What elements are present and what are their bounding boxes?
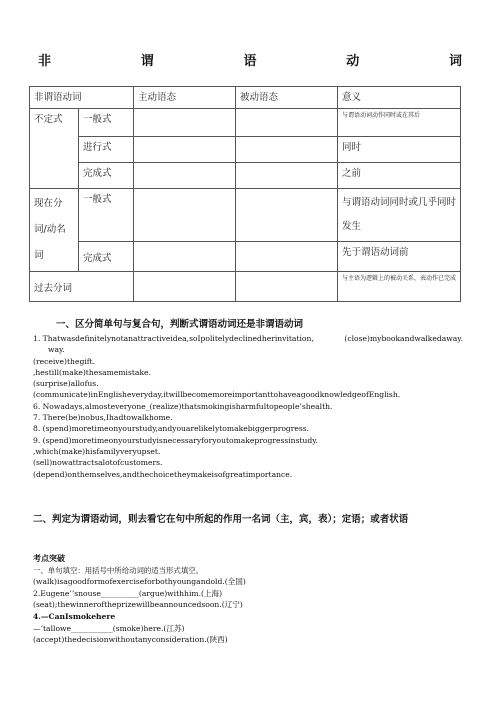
table-row [30, 272, 461, 302]
practice-section [33, 553, 463, 646]
list-item: 9. (spend)moretimeonyourstudyisnecessaryforyoutomakeprogressinstudy. [33, 435, 318, 445]
list-item: (receive)thegift. [33, 356, 96, 366]
exercise-list [33, 333, 463, 480]
passive-cell [236, 109, 338, 137]
header-nonfinite: 非谓语动词 [30, 87, 134, 109]
active-cell [134, 109, 236, 137]
active-cell [134, 242, 236, 272]
passive-cell [236, 242, 338, 272]
table-row [30, 242, 461, 272]
section-heading-2: 二、判定为谓语动词，则去看它在句中所起的作用一名词（主，宾，表）；定语；或者状语 [33, 514, 409, 525]
title-char-2: 谓 [140, 54, 154, 69]
participle-label: 现在分词/动名词 [30, 189, 79, 272]
past-participle-label: 过去分词 [30, 272, 134, 302]
active-cell [134, 137, 236, 163]
form-cell: 进行式 [79, 137, 134, 163]
active-cell [134, 189, 236, 242]
passive-cell [236, 189, 338, 242]
table-row [30, 189, 461, 242]
meaning-cell: 同时 [338, 137, 461, 163]
header-active: 主动语态 [134, 87, 236, 109]
passive-cell [236, 137, 338, 163]
list-item: (seat);thewinneroftheprizewillbeannouncedsoon.(辽宁) [33, 600, 243, 610]
instruction: 一、单句填空：用括号中所给动词的适当形式填空。 [33, 565, 203, 575]
form-cell: 一般式 [79, 109, 134, 137]
meaning-cell: 与主语为逻辑上的被动关系，表动作已完成 [338, 272, 461, 302]
subheading: 考点突破 [33, 554, 65, 563]
meaning-cell: 与谓语动词同时或几乎同时发生 [338, 189, 461, 242]
list-item: 8. (spend)moretimeonyourstudy,andyouarelikelytomakebiggerprogress. [33, 424, 310, 434]
list-item: way. [48, 345, 65, 355]
table-header-row [30, 87, 461, 109]
infinitive-label: 不定式 [30, 109, 79, 189]
section-heading-1: 一、区分简单句与复合句，判断式谓语动词还是非谓语动词 [56, 319, 304, 330]
meaning-cell: 先于谓语动词前 [338, 242, 461, 272]
header-meaning: 意义 [338, 87, 461, 109]
title-char-5: 词 [448, 54, 462, 69]
header-passive: 被动语态 [236, 87, 338, 109]
form-cell: 一般式 [79, 189, 134, 242]
title-char-4: 动 [346, 54, 360, 69]
list-item: ,which(make)hisfamilyveryupset. [33, 446, 161, 456]
exercise-text: 1. Thatwasdefinitelynotanattractiveidea,soIpolitelydeclinedherinvitation, [33, 334, 314, 343]
list-item: 7. There(be)nobus,Ihadtowalkhome. [33, 413, 173, 423]
active-cell [134, 272, 236, 302]
exercise-text: (close)mybookandwalkedaway. [344, 334, 463, 343]
passive-cell [236, 272, 338, 302]
list-item: 2.Eugene’’snouse__________(argue)withhim.(上海) [33, 588, 223, 598]
list-item [33, 333, 463, 344]
passive-cell [236, 163, 338, 189]
table-row [30, 163, 461, 189]
list-item: ,hestill(make)thesamemistake. [33, 367, 151, 377]
form-cell: 完成式 [79, 163, 134, 189]
table-row [30, 109, 461, 137]
title-char-3: 语 [243, 54, 257, 69]
list-item: (depend)onthemselves,andthechoicetheymakeisofgreatimportance. [33, 469, 293, 479]
title-char-1: 非 [38, 54, 52, 69]
form-cell: 完成式 [79, 242, 134, 272]
list-item: (communicate)inEnglisheveryday,itwillbecomemoreimportanttohaveagoodknowledgeofEnglish. [33, 390, 401, 400]
list-item: 4.—CanIsmokehere [33, 611, 116, 621]
list-item: —’tallowe___________(smoke)here.(江苏) [33, 623, 185, 633]
table-row [30, 137, 461, 163]
meaning-cell: 之前 [338, 163, 461, 189]
list-item: (accept)thedecisionwithoutanyconsideration.(陕西) [33, 635, 228, 645]
active-cell [134, 163, 236, 189]
list-item: (walk)isagoodformofexerciseforbothyoungandold.(全国) [33, 577, 246, 587]
nonfinite-verb-table [29, 86, 461, 302]
list-item: 6. Nowadays,almosteveryone_(realize)thatsmokingisharmfultopeople’shealth. [33, 401, 333, 411]
meaning-cell: 与谓语动词动作同时或在其后 [338, 109, 461, 137]
page-title [38, 50, 462, 68]
list-item: (surprise)allofus. [33, 379, 99, 389]
list-item: (sell)nowattractsalotofcustomers. [33, 458, 163, 468]
